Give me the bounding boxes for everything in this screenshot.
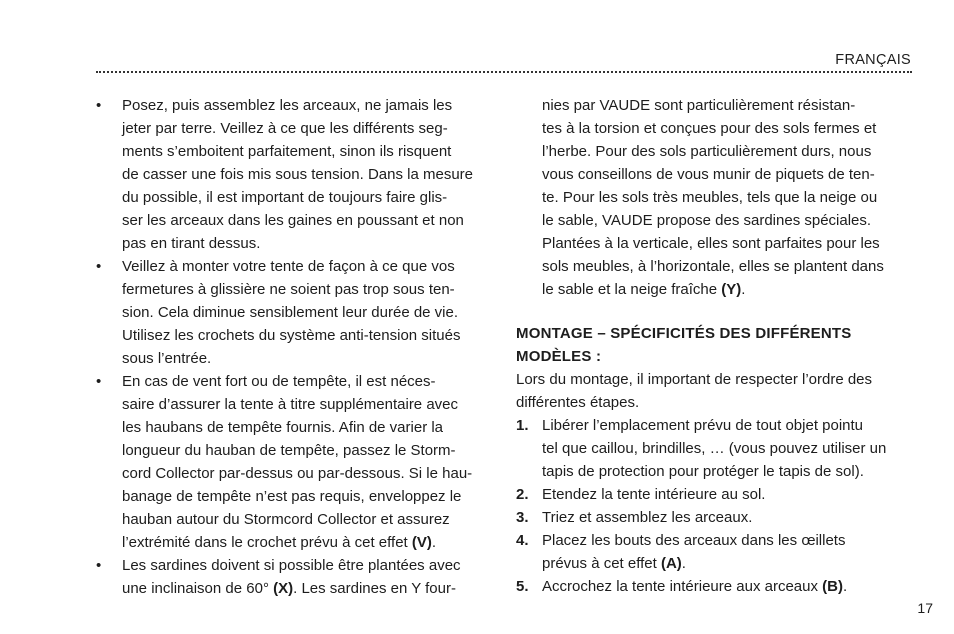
text-line: sols meubles, à l’horizontale, elles se plantent dans	[542, 258, 884, 275]
text-segment: une inclinaison de 60°	[122, 580, 274, 597]
step-number: 3.	[516, 509, 529, 526]
text-segment: Accrochez la tente intérieure aux arceaux	[542, 578, 823, 595]
heading-line: MONTAGE – SPÉCIFICITÉS DES DIFFÉRENTS	[516, 325, 852, 342]
bullet-item-sardines	[96, 554, 496, 600]
text-segment: .	[741, 281, 746, 298]
bullet-marker: •	[96, 373, 102, 390]
text-line: pas en tirant dessus.	[122, 235, 261, 252]
dotted-divider	[96, 71, 912, 73]
step-item	[516, 529, 916, 575]
figure-reference: (B)	[822, 578, 843, 595]
page-number: 17	[917, 600, 933, 616]
text-line: En cas de vent fort ou de tempête, il est néces-	[122, 373, 436, 390]
text-line: tes à la torsion et conçues pour des sols fermes et	[542, 120, 877, 137]
step-number: 2.	[516, 486, 529, 503]
text-line: jeter par terre. Veillez à ce que les différents seg-	[122, 120, 448, 137]
step-number: 1.	[516, 417, 529, 434]
bullet-item-tempete	[96, 370, 496, 554]
text-line: différentes étapes.	[516, 394, 640, 411]
text-segment: . Les sardines en Y four-	[293, 580, 456, 597]
figure-reference: (X)	[273, 580, 294, 597]
text-line: les haubans de tempête fournis. Afin de varier la	[122, 419, 444, 436]
bullet-marker: •	[96, 97, 102, 114]
bullet-marker: •	[96, 557, 102, 574]
step-item	[516, 575, 916, 598]
step-item	[516, 483, 916, 506]
text-segment: .	[842, 578, 848, 595]
step-item	[516, 414, 916, 483]
bullet-marker: •	[96, 258, 102, 275]
right-column	[516, 94, 916, 598]
text-line	[542, 552, 916, 575]
text-line: vous conseillons de vous munir de piquets de ten-	[542, 166, 875, 183]
bullet-item-arceaux	[96, 94, 496, 255]
text-line: Lors du montage, il important de respecter l’ordre des	[516, 371, 873, 388]
text-line: tapis de protection pour protéger le tapis de sol).	[542, 463, 864, 480]
text-segment: .	[431, 534, 437, 551]
text-line: tel que caillou, brindilles, … (vous pouvez utiliser un	[542, 440, 887, 457]
text-line: Les sardines doivent si possible être plantées avec	[122, 557, 461, 574]
continuation-paragraph	[516, 94, 916, 301]
text-line: saire d’assurer la tente à titre supplémentaire avec	[122, 396, 459, 413]
step-number: 4.	[516, 532, 529, 549]
bullet-item-fermetures	[96, 255, 496, 370]
text-line: de casser une fois mis sous tension. Dans la mesure	[122, 166, 473, 183]
text-line: ser les arceaux dans les gaines en poussant et non	[122, 212, 464, 229]
figure-reference: (Y)	[721, 281, 742, 298]
text-line: l’herbe. Pour des sols particulièrement durs, nous	[542, 143, 872, 160]
text-line: fermetures à glissière ne soient pas trop sous ten-	[122, 281, 455, 298]
figure-reference: (V)	[411, 534, 432, 551]
text-line	[122, 577, 496, 600]
text-line	[542, 575, 916, 598]
heading-line: MODÈLES :	[516, 348, 602, 365]
text-line: banage de tempête n’est pas requis, enveloppez le	[122, 488, 462, 505]
section-heading	[516, 322, 916, 368]
text-line: Etendez la tente intérieure au sol.	[542, 486, 766, 503]
text-line: le sable, VAUDE propose des sardines spéciales.	[542, 212, 872, 229]
text-segment: prévus à cet effet	[542, 555, 661, 572]
language-header: FRANÇAIS	[835, 52, 911, 68]
text-line: Libérer l’emplacement prévu de tout objet pointu	[542, 417, 864, 434]
left-column	[96, 94, 496, 600]
text-line: Plantées à la verticale, elles sont parfaites pour les	[542, 235, 880, 252]
text-line: longueur du hauban de tempête, passez le Storm-	[122, 442, 456, 459]
text-line: nies par VAUDE sont particulièrement résistan-	[542, 97, 856, 114]
text-line	[122, 531, 496, 554]
text-line: du possible, il est important de toujours faire glis-	[122, 189, 448, 206]
text-line	[542, 278, 916, 301]
text-segment: l’extrémité dans le crochet prévu à cet effet	[122, 534, 412, 551]
step-item	[516, 506, 916, 529]
figure-reference: (A)	[660, 555, 682, 572]
text-line: sous l’entrée.	[122, 350, 212, 367]
text-line: Placez les bouts des arceaux dans les œillets	[542, 532, 846, 549]
text-line: Posez, puis assemblez les arceaux, ne jamais les	[122, 97, 453, 114]
text-line: Veillez à monter votre tente de façon à ce que vos	[122, 258, 455, 275]
text-segment: .	[681, 555, 686, 572]
text-line: sion. Cela diminue sensiblement leur durée de vie.	[122, 304, 459, 321]
text-line: hauban autour du Stormcord Collector et assurez	[122, 511, 450, 528]
text-line: Utilisez les crochets du système anti-tension situés	[122, 327, 461, 344]
text-line: Triez et assemblez les arceaux.	[542, 509, 753, 526]
intro-paragraph	[516, 368, 916, 414]
text-line: ments s’emboitent parfaitement, sinon ils risquent	[122, 143, 452, 160]
step-number: 5.	[516, 578, 529, 595]
text-line: cord Collector par-dessus ou par-dessous. Si le hau-	[122, 465, 473, 482]
text-segment: le sable et la neige fraîche	[542, 281, 722, 298]
text-line: te. Pour les sols très meubles, tels que la neige ou	[542, 189, 878, 206]
